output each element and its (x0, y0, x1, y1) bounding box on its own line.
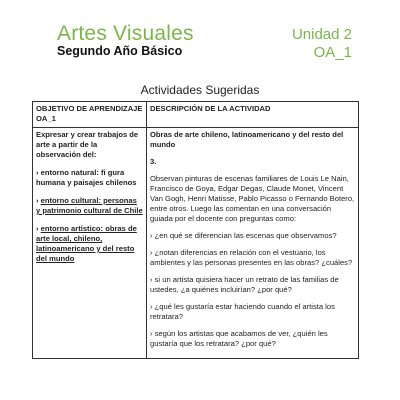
table-row (33, 128, 359, 359)
question-item: › ¿notan diferencias en relación con el vestuario, los ambientes y las personas presentes en las obras? ¿cuáles? (150, 248, 353, 267)
objective-bullet-artistic-text: entorno artístico: obras de arte local, chileno, latinoamericano y del resto del mundo (36, 224, 137, 263)
objective-bullet-cultural (36, 196, 143, 216)
header-objective: OBJETIVO DE APRENDIZAJE OA_1 (33, 102, 147, 128)
header-description: DESCRIPCIÓN DE LA ACTIVIDAD (147, 102, 359, 128)
page-header (0, 0, 400, 70)
question-item: › ¿qué les gustaría estar haciendo cuando el artista los retratara? (150, 302, 335, 321)
activity-title: Obras de arte chileno, latinoamericano y del resto del mundo (150, 130, 344, 149)
description-cell (147, 128, 359, 359)
subject-title: Artes Visuales (57, 22, 194, 45)
grade-subtitle: Segundo Año Básico (57, 44, 183, 58)
objective-bullet-natural: › entorno natural: fi gura humana y paisajes chilenos (36, 168, 137, 187)
bullet-marker: › (36, 224, 41, 233)
question-item: › ¿en qué se diferencian las escenas que observamos? (150, 231, 337, 240)
objective-cell (33, 128, 147, 359)
activity-paragraph: Observan pinturas de escenas familiares de Louis Le Nain, Francisco de Goya, Edgar Degas, Claude Monet, Vincent Van Gogh, Henri Matisse, Pablo Picasso o Fernando Botero, entre otros. Luego las comentan en una conversación guiada por el docente con preguntas como: (150, 174, 355, 223)
question-item: › si un artista quisiera hacer un retrato de las familias de ustedes, ¿a quiénes incluirían? ¿por qué? (150, 275, 339, 294)
activity-number: 3. (150, 157, 157, 166)
bullet-marker: › (36, 196, 41, 205)
objective-bullet-cultural-text: entorno cultural: personas y patrimonio cultural de Chile (36, 196, 143, 215)
activities-table (32, 101, 359, 359)
oa-label: OA_1 (313, 44, 352, 61)
table-header-row (33, 102, 359, 128)
objective-intro: Expresar y crear trabajos de arte a partir de la observación del: (36, 130, 139, 159)
question-item: › según los artistas que acabamos de ver, ¿quién les gustaría que los retratara? ¿por qué? (150, 329, 328, 348)
unit-label: Unidad 2 (291, 26, 352, 43)
section-title: Actividades Sugeridas (140, 83, 260, 97)
objective-bullet-artistic (36, 224, 143, 264)
